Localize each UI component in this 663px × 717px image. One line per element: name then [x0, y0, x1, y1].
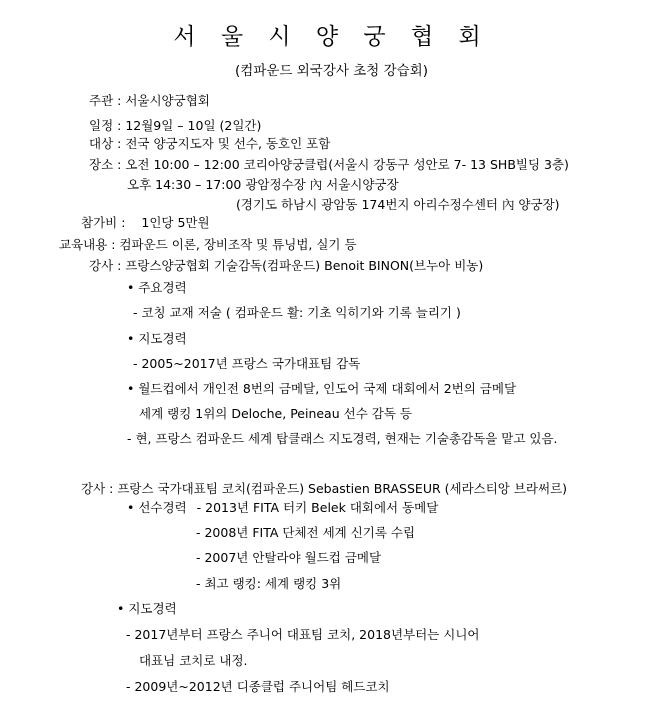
fee-label: 참가비 :: [81, 215, 126, 230]
venue-pm: 오후 14:30 – 17:00 광암정수장 內 서울시양궁장: [127, 177, 399, 192]
instructor1-current: - 현, 프랑스 컴파운드 세계 탑클래스 지도경력, 현재는 기술총감독을 맡고 있음.: [127, 431, 558, 446]
instructor2-athlete-item: - 2008년 FITA 단체전 세계 신기록 수립: [196, 525, 416, 540]
instructor1-coaching-item: - 2005~2017년 프랑스 국가대표팀 감독: [133, 356, 361, 371]
instructor1-value: 프랑스양궁협회 기술감독(컴파운드) Benoit BINON(브누아 비농): [125, 258, 484, 273]
instructor2-row: [81, 481, 567, 497]
instructor1-achievement-line1: • 월드컵에서 개인전 8번의 금메달, 인도어 국제 대회에서 2번의 금메달: [127, 381, 517, 396]
instructor1-coaching-heading: • 지도경력: [127, 331, 187, 346]
document-title: 서 울 시 양 궁 협 회: [173, 24, 490, 50]
instructor2-coaching-line1: - 2017년부터 프랑스 주니어 대표팀 코치, 2018년부터는 시니어: [126, 627, 480, 642]
content-row: [59, 237, 357, 253]
venue-label: 장소 :: [89, 157, 122, 172]
target-label: 대상 :: [89, 136, 122, 151]
venue-am: 오전 10:00 – 12:00 코리아양궁클럽(서울시 강동구 성안로 7- 13 SHB빌딩 3층): [125, 157, 569, 172]
instructor2-coaching-line2: 대표님 코치로 내정.: [139, 653, 248, 668]
instructor1-career-heading: • 주요경력: [127, 280, 187, 295]
venue-pm-address: (경기도 하남시 광암동 174번지 아리수정수센터 內 양궁장): [236, 197, 560, 212]
content-label: 교육내용 :: [59, 237, 116, 252]
instructor1-achievement-line2: 세계 랭킹 1위의 Deloche, Peineau 선수 감독 등: [139, 406, 412, 421]
instructor1-row: [89, 258, 483, 274]
organizer-value: 서울시양궁협회: [125, 93, 210, 108]
instructor2-value: 프랑스 국가대표팀 코치(컴파운드) Sebastien BRASSEUR (세라스티앙 브라써르): [117, 481, 568, 496]
schedule-value: 12월9일 – 10일 (2일간): [125, 118, 262, 133]
instructor2-athlete-item: - 2013년 FITA 터키 Belek 대회에서 동메달: [196, 500, 439, 515]
instructor2-athlete-heading: • 선수경력: [127, 500, 187, 515]
instructor2-athlete-row: [127, 500, 438, 516]
instructor1-career-item: - 코칭 교재 저술 ( 컴파운드 활: 기초 익히기와 기록 늘리기 ): [133, 305, 461, 320]
organizer-row: [89, 93, 210, 109]
content-value: 컴파운드 이론, 장비조작 및 튜닝법, 실기 등: [119, 237, 357, 252]
schedule-row: [89, 118, 261, 134]
target-value: 전국 양궁지도자 및 선수, 동호인 포함: [125, 136, 331, 151]
instructor2-athlete-item: - 최고 랭킹: 세계 랭킹 3위: [196, 576, 342, 591]
document-subtitle: (컴파운드 외국강사 초청 강습회): [235, 63, 428, 79]
instructor2-coaching-heading: • 지도경력: [117, 601, 177, 616]
organizer-label: 주관 :: [89, 93, 122, 108]
instructor1-label: 강사 :: [89, 258, 122, 273]
schedule-label: 일정 :: [89, 118, 122, 133]
instructor2-label: 강사 :: [81, 481, 114, 496]
venue-row: [89, 157, 569, 173]
instructor2-coaching-line3: - 2009년~2012년 디종클럽 주니어팀 헤드코치: [126, 679, 390, 694]
target-row: [89, 136, 330, 152]
instructor2-athlete-item: - 2007년 안탈라야 월드컵 금메달: [196, 550, 382, 565]
fee-row: [81, 215, 210, 231]
fee-value: 1인당 5만원: [141, 215, 210, 230]
